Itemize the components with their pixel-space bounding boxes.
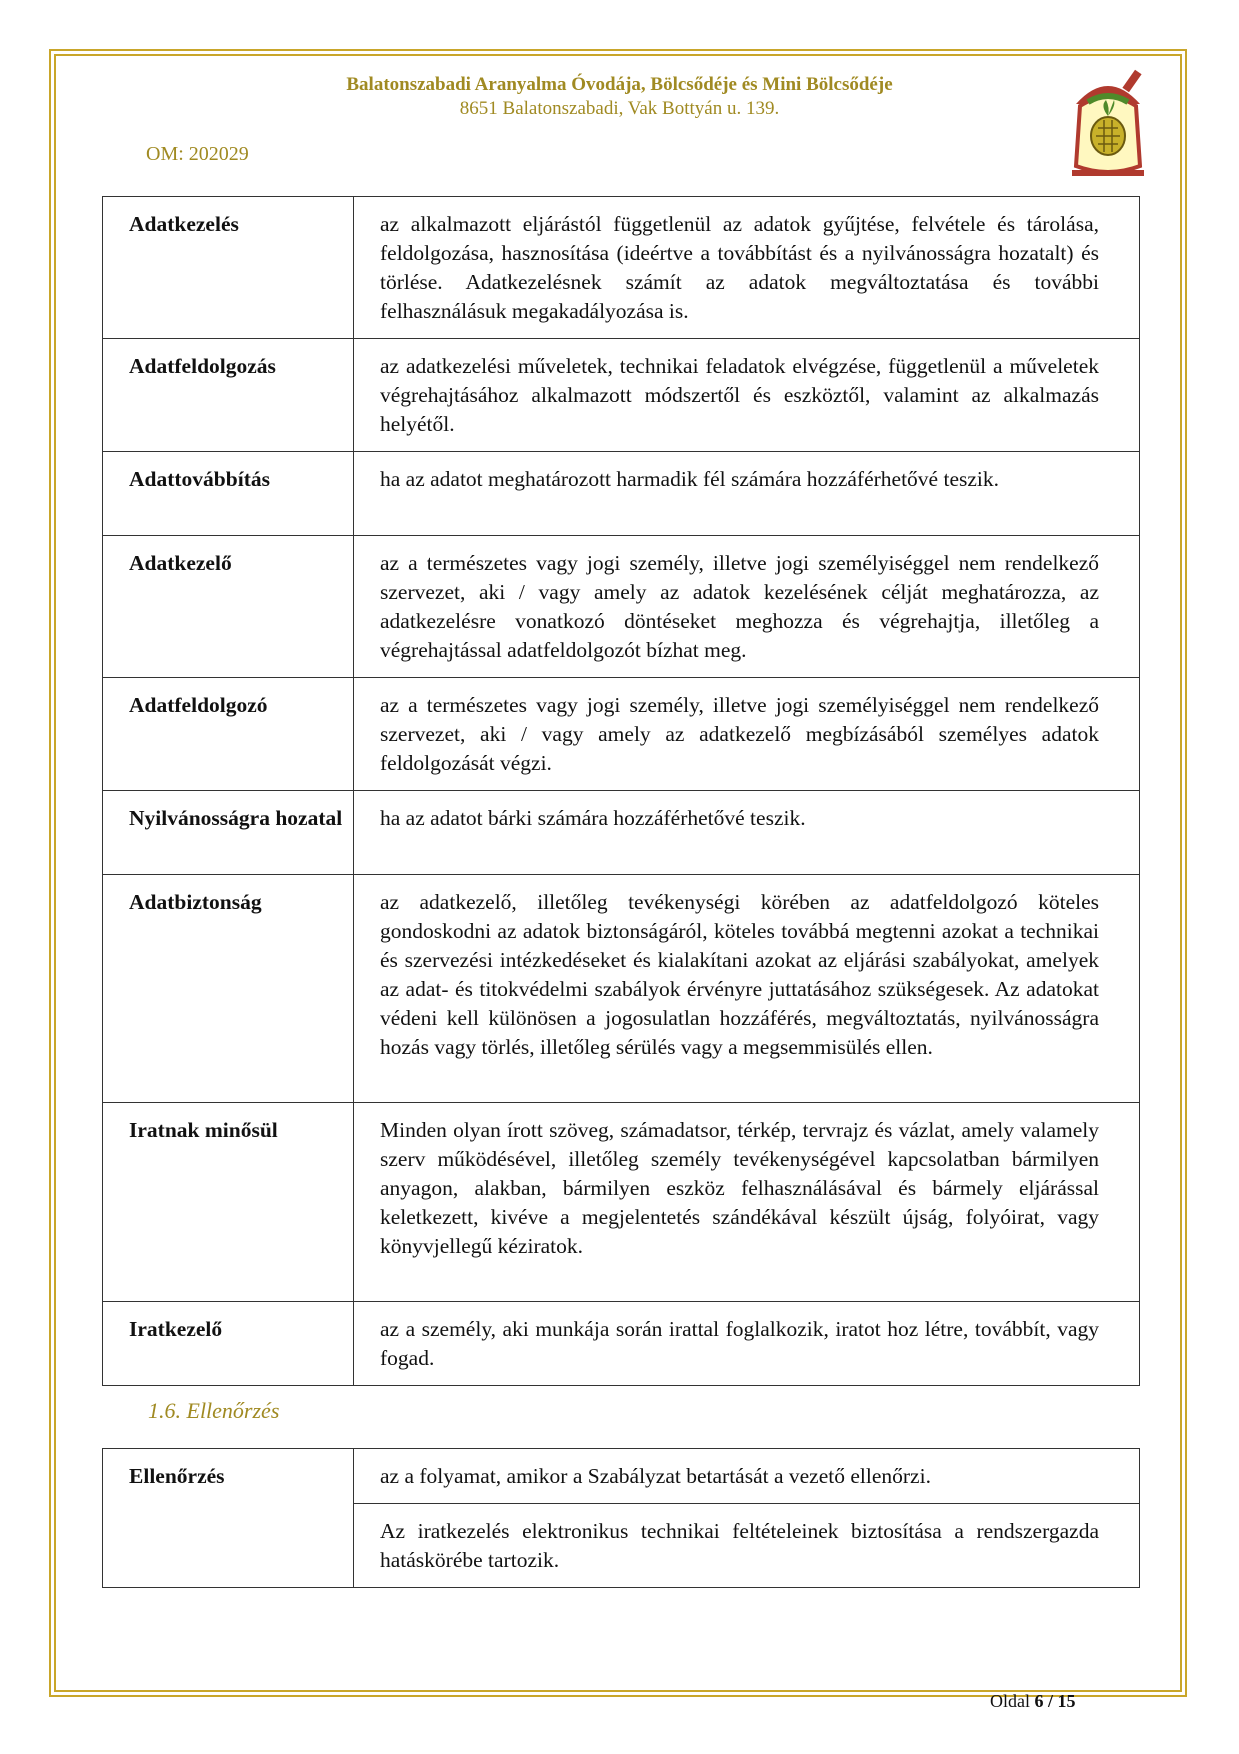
table-row: [103, 875, 1140, 1103]
definition-cell: az adatkezelő, illetőleg tevékenységi körében az adatfeldolgozó köteles gondoskodni az adatok biztonságáról, köteles továbbá megtenni azokat a technikai és szervezési intézkedéseket és kialakítani azokat az eljárási szabályokat, amelyek az adat- és titokvédelmi szabályok érvényre juttatásához szükségesek. Az adatokat védeni kell különösen a jogosulatlan hozzáférés, megváltoztatás, nyilvánosságra hozás vagy törlés, illetőleg sérülés vagy a megsemmisülés ellen.: [354, 875, 1140, 1103]
control-table: [102, 1448, 1140, 1588]
table-row: [103, 1302, 1140, 1386]
definition-cell: ha az adatot bárki számára hozzáférhetővé teszik.: [354, 791, 1140, 875]
table-row: [103, 1449, 1140, 1504]
term-cell: Adatfeldolgozó: [103, 678, 354, 791]
table-row: [103, 339, 1140, 452]
institution-address: 8651 Balatonszabadi, Vak Bottyán u. 139.: [459, 98, 780, 119]
table-row: [103, 1103, 1140, 1302]
term-cell: Adatkezelő: [103, 536, 354, 678]
institution-name: Balatonszabadi Aranyalma Óvodája, Bölcsődéje és Mini Bölcsődéje: [346, 74, 893, 95]
table-row: [103, 452, 1140, 536]
definitions-table: [102, 196, 1140, 1386]
term-cell: Adattovábbítás: [103, 452, 354, 536]
page-separator: /: [1043, 1691, 1058, 1711]
table-row: [103, 536, 1140, 678]
page-number: [990, 1691, 1076, 1712]
institution-logo: [1058, 66, 1158, 184]
definition-cell: az alkalmazott eljárástól függetlenül az adatok gyűjtése, felvétele és tárolása, feldolgozása, hasznosítása (ideértve a továbbítást és a nyilvánosságra hozatalt) és törlése. Adatkezelésnek számít az adatok megváltoztatása és további felhasználásuk megakadályozása is.: [354, 197, 1140, 339]
table-row: [103, 791, 1140, 875]
definitions-body: [103, 197, 1140, 1386]
definition-cell: az a természetes vagy jogi személy, illetve jogi személyiséggel nem rendelkező szervezet, aki / vagy amely az adatok kezelésének célját meghatározza, az adatkezelésre vonatkozó döntéseket meghozza és végrehajtja, illetőleg a végrehajtással adatfeldolgozót bízhat meg.: [354, 536, 1140, 678]
term-cell: Nyilvánosságra hozatal: [103, 791, 354, 875]
term-cell: Adatkezelés: [103, 197, 354, 339]
table-row: [103, 678, 1140, 791]
section-heading: 1.6. Ellenőrzés: [148, 1398, 280, 1423]
page-total: 15: [1057, 1691, 1076, 1711]
term-cell: Adatbiztonság: [103, 875, 354, 1103]
definition-cell: Az iratkezelés elektronikus technikai feltételeinek biztosítása a rendszergazda hatáskörébe tartozik.: [354, 1504, 1140, 1588]
term-cell: Ellenőrzés: [103, 1449, 354, 1588]
table-row: [103, 197, 1140, 339]
term-cell: Adatfeldolgozás: [103, 339, 354, 452]
definition-cell: Minden olyan írott szöveg, számadatsor, térkép, tervrajz és vázlat, amely valamely szerv működésével, illetőleg személy tevékenységével kapcsolatban bármilyen anyagon, alakban, bármilyen eszköz felhasználásával és bármely eljárással keletkezett, kivéve a megjelentetés szándékával készült újság, folyóirat, vagy könyvjellegű kéziratok.: [354, 1103, 1140, 1302]
definition-cell: az a természetes vagy jogi személy, illetve jogi személyiséggel nem rendelkező szervezet, aki / vagy amely az adatkezelő megbízásából személyes adatok feldolgozását végzi.: [354, 678, 1140, 791]
definition-cell: az a folyamat, amikor a Szabályzat betartását a vezető ellenőrzi.: [354, 1449, 1140, 1504]
om-number: OM: 202029: [146, 143, 249, 165]
definition-cell: az adatkezelési műveletek, technikai feladatok elvégzése, függetlenül a műveletek végrehajtásához alkalmazott módszertől és eszköztől, valamint az alkalmazás helyétől.: [354, 339, 1140, 452]
definition-cell: az a személy, aki munkája során irattal foglalkozik, iratot hoz létre, továbbít, vagy fogad.: [354, 1302, 1140, 1386]
term-cell: Iratkezelő: [103, 1302, 354, 1386]
page-label: Oldal: [990, 1691, 1030, 1711]
page-current: 6: [1034, 1691, 1044, 1711]
definition-cell: ha az adatot meghatározott harmadik fél számára hozzáférhetővé teszik.: [354, 452, 1140, 536]
term-cell: Iratnak minősül: [103, 1103, 354, 1302]
